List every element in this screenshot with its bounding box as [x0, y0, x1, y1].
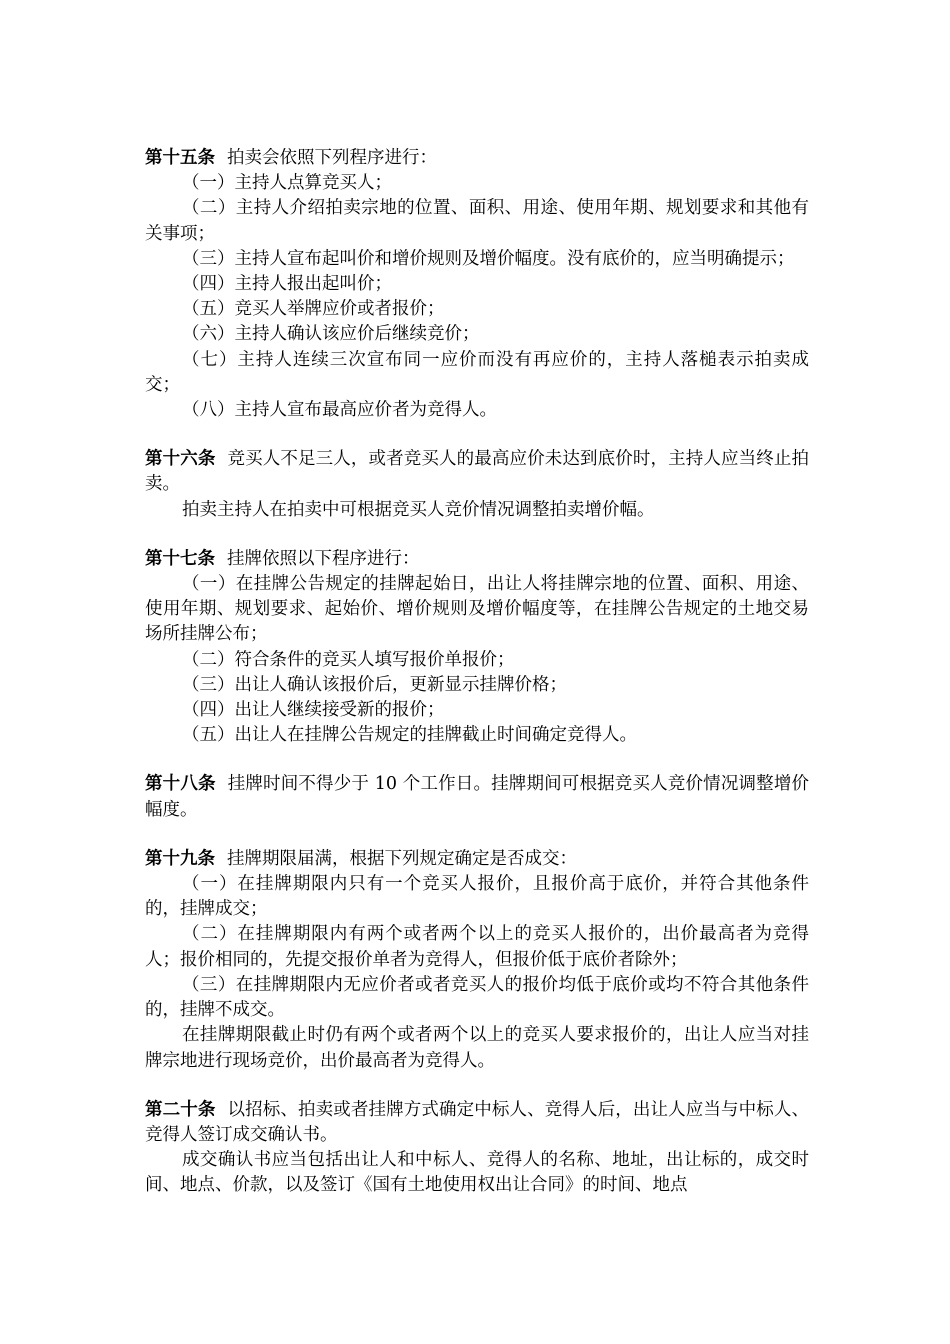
article-lead: 挂牌时间不得少于 10 个工作日。挂牌期间可根据竞买人竞价情况调整增价幅度。 — [145, 774, 809, 820]
article-item: （一）在挂牌期限内只有一个竞买人报价，且报价高于底价，并符合其他条件的，挂牌成交； — [145, 874, 809, 920]
article-number: 第十九条 — [145, 848, 215, 869]
article-heading — [145, 447, 809, 497]
article-item: （二）主持人介绍拍卖宗地的位置、面积、用途、使用年期、规划要求和其他有关事项； — [145, 198, 809, 244]
article-item: （三）主持人宣布起叫价和增价规则及增价幅度。没有底价的，应当明确提示； — [182, 248, 795, 269]
article-heading — [145, 146, 809, 171]
article-number: 第十五条 — [145, 148, 215, 168]
article-lead: 竞买人不足三人，或者竞买人的最高应价未达到底价时，主持人应当终止拍卖。 — [145, 449, 809, 495]
article-19 — [145, 847, 809, 1074]
article-heading — [145, 847, 809, 872]
article-item: （六）主持人确认该应价后继续竞价； — [182, 324, 480, 345]
article-item: （三）在挂牌期限内无应价者或者竞买人的报价均低于底价或均不符合其他条件的，挂牌不成交。 — [145, 974, 809, 1021]
article-heading — [145, 547, 809, 572]
article-16 — [145, 447, 809, 523]
article-lead: 挂牌依照以下程序进行： — [227, 548, 420, 569]
article-item: （一）在挂牌公告规定的挂牌起始日，出让人将挂牌宗地的位置、面积、用途、使用年期、规划要求、起始价、增价规则及增价幅度等，在挂牌公告规定的土地交易场所挂牌公布； — [145, 574, 809, 645]
article-15 — [145, 146, 809, 423]
article-item: （七）主持人连续三次宣布同一应价而没有再应价的，主持人落槌表示拍卖成交； — [145, 349, 809, 395]
article-item: （三）出让人确认该报价后，更新显示挂牌价格； — [182, 674, 567, 695]
document-body — [145, 146, 809, 1223]
article-heading — [145, 1098, 809, 1148]
article-item: （四）出让人继续接受新的报价； — [182, 700, 445, 721]
article-17 — [145, 547, 809, 749]
article-item: （二）在挂牌期限内有两个或者两个以上的竞买人报价的，出价最高者为竞得人；报价相同的，先提交报价单者为竞得人，但报价低于底价者除外； — [145, 924, 809, 970]
article-20 — [145, 1098, 809, 1199]
article-item: （五）竞买人举牌应价或者报价； — [182, 299, 445, 320]
article-number: 第二十条 — [145, 1099, 216, 1120]
article-number: 第十六条 — [145, 449, 216, 470]
article-item: （一）主持人点算竞买人； — [182, 173, 392, 194]
article-18 — [145, 772, 809, 822]
article-lead: 以招标、拍卖或者挂牌方式确定中标人、竞得人后，出让人应当与中标人、竞得人签订成交确认书。 — [145, 1099, 809, 1145]
article-lead: 挂牌期限届满，根据下列规定确定是否成交： — [227, 848, 577, 869]
article-lead: 拍卖会依照下列程序进行： — [227, 148, 437, 168]
article-heading — [145, 772, 809, 822]
article-number: 第十八条 — [145, 774, 216, 795]
article-item: （二）符合条件的竞买人填写报价单报价； — [182, 649, 515, 670]
article-item: （八）主持人宣布最高应价者为竞得人。 — [182, 400, 497, 421]
article-item: 成交确认书应当包括出让人和中标人、竞得人的名称、地址，出让标的，成交时间、地点、价款，以及签订《国有土地使用权出让合同》的时间、地点 — [145, 1150, 809, 1196]
article-number: 第十七条 — [145, 548, 215, 569]
article-item: 在挂牌期限截止时仍有两个或者两个以上的竞买人要求报价的，出让人应当对挂牌宗地进行现场竞价，出价最高者为竞得人。 — [145, 1025, 809, 1071]
article-item: （五）出让人在挂牌公告规定的挂牌截止时间确定竞得人。 — [182, 725, 637, 746]
article-item: （四）主持人报出起叫价； — [182, 274, 392, 295]
article-item: 拍卖主持人在拍卖中可根据竞买人竞价情况调整拍卖增价幅。 — [182, 499, 655, 520]
